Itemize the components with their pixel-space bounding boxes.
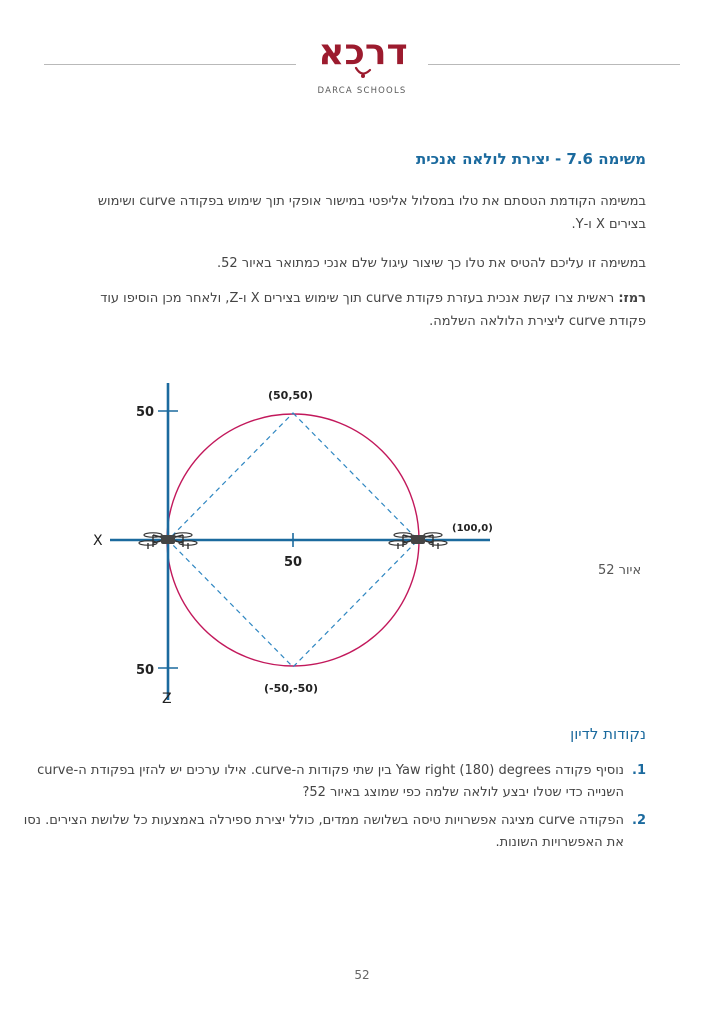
task-paragraph-2: במשימה זו עליכם להטיס את טלו כך שיצור עיגול שלם אנכי כמתואר באיור 52. (216, 256, 646, 271)
tick-top-label: 50 (136, 405, 155, 420)
hint-label: רמז: (618, 291, 646, 306)
tick-center-label: 50 (284, 555, 303, 570)
list-item-text: הפקודה curve מציגה אפשרויות טיסה בשלושה ממדים, כולל יצירת ספירלה באמצעות כל שלושת הצירים. נסו את האפשרויות השונות. (23, 813, 624, 850)
axis-z-label: Z (162, 691, 172, 707)
task-paragraph-1: במשימה הקודמת הטסתם את טלו במסלול אליפטי במישור אופקי תוך שימוש בפקודה curve ושימוש בצירים X ו-Y. (97, 194, 646, 232)
list-item-text: נוסיף פקודה Yaw right (180) degrees בין שתי פקודות ה-curve. אילו ערכים יש להזין בפקודת ה-curve השנייה כדי שטלו יבצע לולאה שלמה כפי שמוצג באיור 52? (37, 763, 624, 800)
tick-bottom-label: 50 (136, 663, 155, 678)
hint-text: ראשית צרו קשת אנכית בעזרת פקודת curve תוך שימוש בצירים X ו-Z, ולאחר מכן הוסיפו עוד פקודת curve ליצירת הלולאה השלמה. (100, 291, 646, 329)
list-item (6, 760, 646, 804)
drone-icon (389, 533, 447, 549)
point-bottom-label: (-50,-50) (264, 682, 318, 695)
list-item (6, 810, 646, 854)
logo-mark-text: דרכא (318, 32, 408, 73)
discussion-title: נקודות לדיון (570, 725, 646, 743)
list-item-number: 1. (632, 763, 646, 778)
logo-text: DARCA SCHOOLS (317, 86, 407, 96)
page-number: 52 (354, 968, 370, 982)
discussion-list (6, 760, 646, 860)
point-top-label: (50,50) (268, 389, 313, 402)
list-item-number: 2. (632, 813, 646, 828)
figure-caption: איור 52 (598, 563, 642, 578)
task-title: משימה 7.6 - יצירת לולאה אנכית (415, 150, 646, 168)
axis-x-label: X (93, 533, 103, 549)
point-right-label: (100,0) (452, 523, 493, 534)
